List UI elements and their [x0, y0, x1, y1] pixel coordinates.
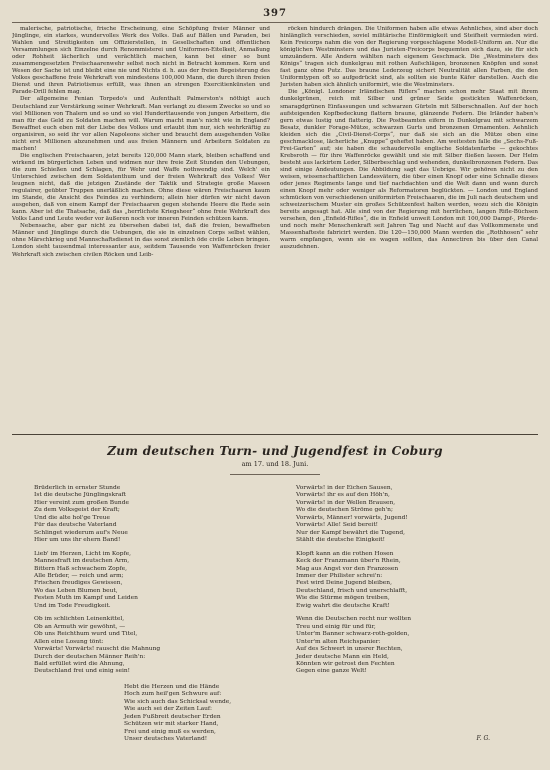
article-columns	[12, 22, 538, 431]
paragraph: Die englischen Freischaaren, jetzt bereits 120,000 Mann stark, bleiben schaffend und wirkend im bürgerlichen Leben und widmen nur ihre freie Zeit Stunden den Uebungen, die zum Schießen und Schlagen, für Wehr und Waffe nothwendig sind. Welch' ein Unterschied zwischen dem Soldatenthum und der freien Wehrkraft des Volkes! Wer leugnen nicht, daß die jetzigen Zustände der Taktik und Strategie große Massen regulairer, geübter Truppen unerläßlich machen. Ohne diese wären Freischaaren kaum im Stande, die Ansicht des Feindes zu verhindern; allein hier dürfen wir nicht davon ausgehen, daß von einem Kampf der Freischaaren gegen stehende Heere die Rede sein kann. Aber ist die Thatsache, daß das „herrlichste Kriegsheer“ ohne freie Wehrkraft des Volks Land und Leute weder vor äußeren noch vor inneren Feinden schützen kann.	[12, 152, 270, 223]
poem-subtitle: am 17. und 18. Juni.	[241, 460, 309, 468]
stanza: Ob im schlichten Leinenkittel, Ob an Armuth wir gewöhnt, — Ob uns Reichthum wurd und Titel, Allen eine Losung tönt: Vorwärts! Vorwärts! rauscht die Mahnung Durch der deutschen Männer Reih'n: Bald erfüllet wird die Ahnung, Deutschland frei und einig sein!	[34, 616, 161, 675]
paragraph: Die „Königl. Londoner Irländischen Riflers“ machen schon mehr Staat mit ihrem dunkelgrünen, reich mit Silber und grüner Seide gestickten Waffenröcken, smaragdgrünen Einfassungen und schwarzen Gürteln mit Silberschnallen. Auf der hoch aufsteigenden Kopfbedeckung flattern braune, glänzende Federn. Die Irländer haben's gern etwas lustig und flatterig. Die Postbeamten eifern in Dunkelgrau mit schwarzem Besatz, dunkler Forage-Mütze, schwarzen Gurts und bronzenen Ornamenten. Aehnlich kleiden sich die „Civil-Dienst-Corps“, nur daß sie sich an die Mütze oben eine geschmacklose, lächerliche „Knuppe“ geheftet haben. Am weitesten falle die „Sechs-Fuß-Frei-Garten“ auf; sie haben die schaudervolle englische Soldatenfarbe — gekochtes Krebsroth — für ihre Waffenröcke gewählt und sie mit Silber fließen lassen. Der Helm besteht aus lackirtem Leder, Silberbeschlag und wehenden, dunkelbronzenen Federn. Das sind einige Andeutungen. Die Abbildung sagt das Uebrige. Wir gehören nicht zu den weisen, wissenschaftlichen Landesvätern, die über einen Knopf oder eine Schnalle dieses oder jenes Regiments lange und tief nachdachten und die Welt dann und wann durch einen Knopf mehr oder weniger als Reformatoren beglückten. — London und England schmücken von verschiedenen uniformirten Freischaaren, die im Juli nach deutschem und schweizerischem Muster ein großes Schützenfest halten werden, wozu sich die Königin bereits angesagt hat. Alle sind von der Regierung mit herrlichen, langen Rifle-Büchsen versehen, den „Enfield-Rifles“, die in Enfield unweit London mit 100,000 Dampf-, Pferde- und noch mehr Menschenkraft seit Jahren Tag und Nacht auf das Vollkommenste und Massenhafteste fabricirt werden. Die 120—150,000 Mann werden die „Rothhosen“ sehr warm empfangen, wenn sie es wagen sollten, das Annectiren bis über den Canal auszudehnen.	[280, 89, 538, 251]
poem-column-left	[34, 485, 256, 682]
stanza: Wenn die Deutschen recht nur wollten Treu und einig für und für, Unter'm Banner schwarz-roth-golden, Unter'm alten Reichspanier: Auf des Schwert in unsrer Rechten, Jeder deutsche Mann ein Held, Könnten wir getrost den Fechten Gegen eine ganze Welt!	[296, 616, 412, 675]
title-divider	[230, 474, 320, 475]
stanza: Klopft kann an die rothen Hosen Keck der Franzmann über'n Rhein, Mag aus Angst vor den Franzosen Immer der Philister schrei'n: Fest wird Deine Jugend bleiben, Deutschland, frisch und unerschlafft, Wie die Stürme mögen treiben, Ewig wahrt die deutsche Kraft!	[296, 550, 408, 609]
page-number: 397	[263, 8, 287, 19]
paragraph: Nebensache, aber gar nicht zu übersehen dabei ist, daß die freien, bewaffneten Männer und Jünglinge durch die Uebungen, die sie in einzelnen Corps selbst wählen, ohne Märschkrieg und Mannschaftsdienst in das sonst ziemlich öde civile Leben bringen. London sieht tausendmal interessanter aus, seitdem Tausende von Waffenröcken freier Wehrkraft sich zwischen civilen Röcken und Leib-	[12, 223, 270, 258]
poem-column-right	[296, 485, 518, 682]
stanza: Brüderlich in ernster Stunde Ist die deutsche Jünglingskraft Hier vereint zum großen Bunde Zu dem Volksgeist der Kraft; Und die alte hol'ge Treue Für das deutsche Vaterland Schlinget wiederum auf's Neue Hier um uns ihr ehern Band!	[34, 485, 129, 544]
paragraph: Der allgemeine Fenian Torpedo's und Aufenthalt Palmerston's nöthigt auch Deutschland zur Verstärkung seiner Wehrkraft. Man verlangt zu diesem Zwecke so und so viel Millionen von Thalern und so und so viel Hunderttausende von jungen Arbeitern, die man für das Geld zu Soldaten machen will. Warum macht man's nicht wie in England? Bewaffnet euch eben mit der Liebe des Volkes und erlaubt ihm nur, sich wehrkräftig zu organisiren, so seid ihr vor allen Napoleons sicher und braucht dem ausgehenden Volke nicht erst Millionen abzunehmen und aus freien Männern und Arbeitern Soldaten zu machen!	[12, 96, 270, 152]
poem-body	[12, 485, 538, 682]
stanza: Vorwärts! in der Eichen Sausen, Vorwärts! ihr es auf den Höh'n, Vorwärts! in der Wellen Brausen, Wo die deutschen Ströme geh'n; Vorwärts, Männer! vorwärts, Jugend! Vorwärts! Alle! Seid bereit! Nur der Kampf bewährt die Tugend, Stählt die deutsche Einigkeit!	[296, 485, 408, 544]
poem-final-stanza	[12, 684, 538, 744]
article-column-left	[12, 26, 270, 431]
signature: F. G.	[476, 735, 490, 742]
article-column-right	[280, 26, 538, 431]
stanza: Hebt die Herzen und die Hände Hoch zum heil'gen Schwure auf: Wie sich auch das Schicksal wende, Wie auch sei der Zeiten Lauf: Jeden Fußbreit deutscher Erden Schützen wir mit starker Hand, Frei und einig muß es werden, Unser deutsches Vaterland!	[124, 683, 232, 743]
poem-title: Zum deutschen Turn- und Jugendfest in Coburg	[107, 444, 443, 458]
section-divider	[12, 434, 538, 435]
paragraph: malerische, patriotische, frische Erscheinung, eine Schöpfung freier Männer und Jünglinge, ein starkes, wundervolles Werk des Volks. Daß auf Bällen und Paraden, bei Wahlen und Streitigkeiten um Offizierstellen, in Gesellschaften und öffentlichen Versammlungen sich Einzelne durch Renommisterei und Uniformen-Eitelkeit, Anmaßung oder Rohheit lächerlich und verächtlich machen, kann bei einer so bunt zusammengesetzten Freischaarenwehr selbst noch nicht in Betracht kommen. Kern und Wesen der Sache ist und bleibt eine nie und Nichts d. h. aus der freien Begeisterung des Volkes geschaffene freie Wehrkraft von mindestens 100,000 Mann, die durch ihren freien Dienst und ihren Patriotismus erfüllt, was ihnen an strengen Exercitienkünsten und Parade-Drill fehlen mag.	[12, 26, 270, 96]
paragraph: röcken hindurch drängen. Die Uniformen haben alle etwas Aehnliches, sind aber doch hinlänglich verschieden, soviel militärische Einförmigkeit und Steifheit vermieden wird. Kein Freicorps nahm die von der Regierung vorgeschlagene Modell-Uniform an. Nur die königlichen Westminsters und das Juristen-Freicorps bequemten sich dazu, sie für sich umzuändern. Alle Andern wählten nach eigenem Geschmack. Die „Westminsters des Königs“ tragen sich dunkelgrau mit rothen Aufschlägen, bronzenen Knöpfen und sonst fast ganz ohne Putz. Das braune Lederzeug sichert Neutralität allen Farben, die den Uniformtypen oft so aufgedrückt sind, als sollten sie bunte Käfer darstellen. Auch die Juristen haben sich ähnlich uniformirt, wie die Westminsters.	[280, 26, 538, 89]
stanza: Lieb' im Herzen, Licht im Kopfe, Mannesfraft im deutschen Arm, Bittern Haß schwachem Zopfe, Alle Brüder, — reich und arm; Frischen freudiges Gewissen, Wo das Leben Blumen beut, Festen Muth im Kampf und Leiden Und im Tode Freudigkeit.	[34, 550, 138, 609]
